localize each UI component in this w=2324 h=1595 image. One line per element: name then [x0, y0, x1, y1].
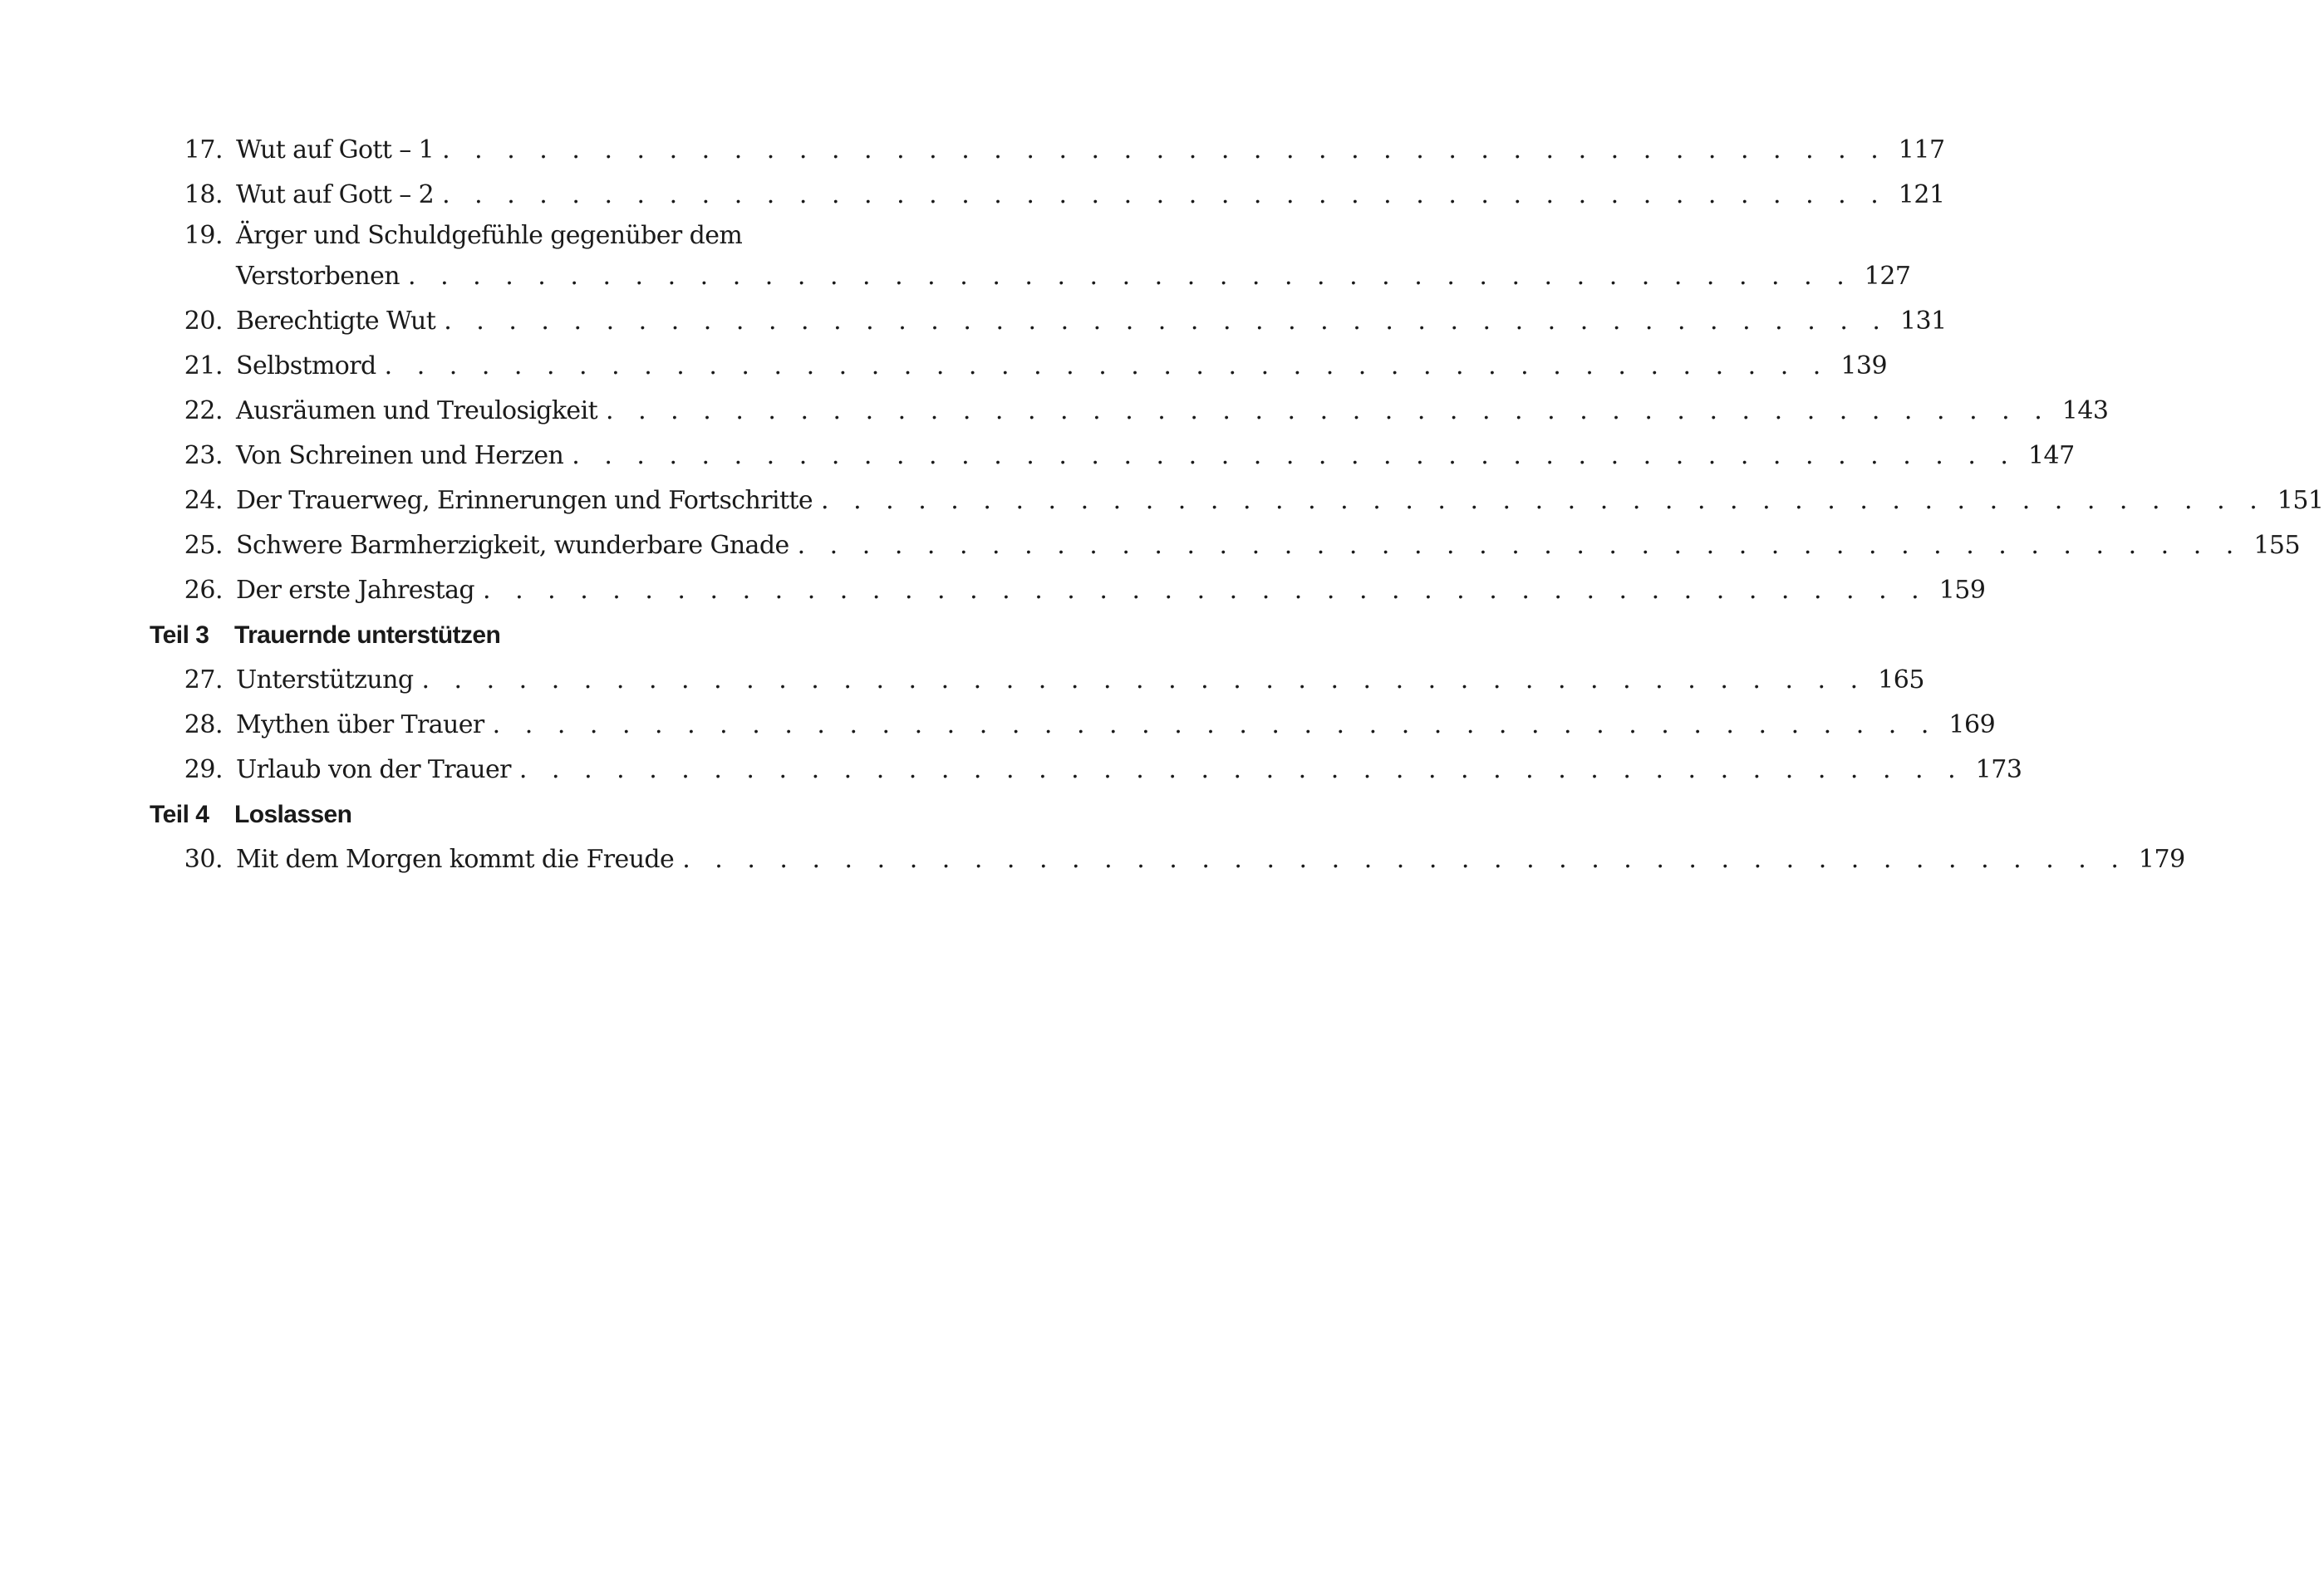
entry-page: 131	[1899, 307, 1947, 336]
entry-title: Ärger und Schuldgefühle gegenüber dem	[236, 221, 743, 250]
entry-number: 24.	[184, 486, 223, 515]
entry-title: Von Schreinen und Herzen	[236, 441, 564, 470]
entry-number: 17.	[184, 135, 223, 164]
toc-entry-27	[151, 658, 1924, 703]
leader-dots: . . . . . . . . . . . . . . . . . . . . . . . . . . . . . . . . . . . . . . . . . . . . .	[442, 180, 1887, 209]
leader-dots: . . . . . . . . . . . . . . . . . . . . . . . . . . . . . . . . . . . . . . . . . . . . .	[384, 351, 1830, 380]
entry-number: 21.	[184, 351, 223, 380]
entry-title: Ausräumen und Treulosigkeit	[236, 396, 598, 425]
toc-entry-22	[151, 389, 2109, 434]
entry-page: 117	[1898, 135, 1945, 164]
entry-page: 121	[1898, 180, 1945, 209]
part-heading-4	[150, 793, 907, 837]
entry-number: 27.	[184, 665, 223, 694]
entry-title: Urlaub von der Trauer	[236, 755, 511, 784]
toc-entry-23	[151, 434, 2075, 478]
entry-number: 20.	[184, 307, 223, 336]
leader-dots: . . . . . . . . . . . . . . . . . . . . . . . . . . . . . . . . . . . . . . . . . . . . .	[408, 262, 1853, 291]
entry-number: 25.	[184, 531, 223, 560]
entry-number: 26.	[184, 576, 223, 605]
leader-dots: . . . . . . . . . . . . . . . . . . . . . . . . . . . . . . . . . . . . . . . . . . . . .	[444, 307, 1889, 336]
entry-page: 139	[1840, 351, 1888, 380]
toc-entry-28	[151, 703, 1996, 748]
leader-dots: . . . . . . . . . . . . . . . . . . . . . . . . . . . . . . . . . . . . . . . . . . . . .	[682, 845, 2127, 874]
toc-entry-19-continued	[151, 254, 1911, 299]
entry-title: Wut auf Gott – 2	[236, 180, 435, 209]
toc-entry-24	[151, 478, 2324, 523]
leader-dots: . . . . . . . . . . . . . . . . . . . . . . . . . . . . . . . . . . . . . . . . . . . . .	[606, 396, 2051, 425]
part-label: Teil 3	[150, 621, 209, 649]
entry-title: Berechtigte Wut	[236, 307, 436, 336]
entry-title: Der erste Jahrestag	[236, 576, 474, 605]
entry-number: 29.	[184, 755, 223, 784]
entry-title: Selbstmord	[236, 351, 376, 380]
entry-page: 143	[2061, 396, 2109, 425]
entry-title: Mythen über Trauer	[236, 710, 484, 739]
leader-dots: . . . . . . . . . . . . . . . . . . . . . . . . . . . . . . . . . . . . . . . . . . . . .	[492, 710, 1938, 739]
toc-entry-19	[151, 218, 907, 254]
entry-title-continued: Verstorbenen	[236, 262, 400, 291]
entry-page: 127	[1864, 262, 1911, 291]
entry-page: 147	[2027, 441, 2075, 470]
leader-dots: . . . . . . . . . . . . . . . . . . . . . . . . . . . . . . . . . . . . . . . . . . . . .	[797, 531, 2243, 560]
leader-dots: . . . . . . . . . . . . . . . . . . . . . . . . . . . . . . . . . . . . . . . . . . . . .	[421, 665, 1867, 694]
entry-title: Schwere Barmherzigkeit, wunderbare Gnade	[236, 531, 789, 560]
entry-page: 151	[2277, 486, 2324, 515]
toc-entry-30	[151, 837, 2185, 882]
entry-title: Mit dem Morgen kommt die Freude	[236, 845, 675, 874]
entry-title: Der Trauerweg, Erinnerungen und Fortschritte	[236, 486, 813, 515]
entry-number: 19.	[184, 221, 223, 250]
leader-dots: . . . . . . . . . . . . . . . . . . . . . . . . . . . . . . . . . . . . . . . . . . . . .	[442, 135, 1887, 164]
entry-page: 169	[1948, 710, 1996, 739]
entry-page: 179	[2138, 845, 2185, 874]
toc-entry-17	[151, 128, 1945, 173]
entry-title: Unterstützung	[236, 665, 414, 694]
entry-number: 28.	[184, 710, 223, 739]
toc-entry-25	[151, 523, 2301, 568]
entry-number: 23.	[184, 441, 223, 470]
entry-number: 30.	[184, 845, 223, 874]
entry-number: 22.	[184, 396, 223, 425]
entry-page: 165	[1878, 665, 1924, 694]
leader-dots: . . . . . . . . . . . . . . . . . . . . . . . . . . . . . . . . . . . . . . . . . . . . .	[483, 576, 1928, 605]
entry-page: 173	[1975, 755, 2022, 784]
toc-entry-18	[151, 173, 1945, 218]
leader-dots: . . . . . . . . . . . . . . . . . . . . . . . . . . . . . . . . . . . . . . . . . . . . .	[572, 441, 2017, 470]
entry-number: 18.	[184, 180, 223, 209]
entry-title: Wut auf Gott – 1	[236, 135, 435, 164]
toc-entry-29	[151, 748, 2022, 793]
part-heading-3	[150, 613, 907, 658]
toc-entry-20	[151, 299, 1947, 344]
part-label: Teil 4	[150, 801, 209, 828]
toc-entry-21	[151, 344, 1888, 389]
leader-dots: . . . . . . . . . . . . . . . . . . . . . . . . . . . . . . . . . . . . . . . . . . . . .	[821, 486, 2266, 515]
part-title: Trauernde unterstützen	[234, 621, 501, 649]
entry-page: 155	[2253, 531, 2301, 560]
toc-entry-26	[151, 568, 1986, 613]
part-title: Loslassen	[234, 801, 352, 828]
leader-dots: . . . . . . . . . . . . . . . . . . . . . . . . . . . . . . . . . . . . . . . . . . . . .	[518, 755, 1964, 784]
table-of-contents	[150, 128, 2324, 882]
entry-page: 159	[1938, 576, 1986, 605]
